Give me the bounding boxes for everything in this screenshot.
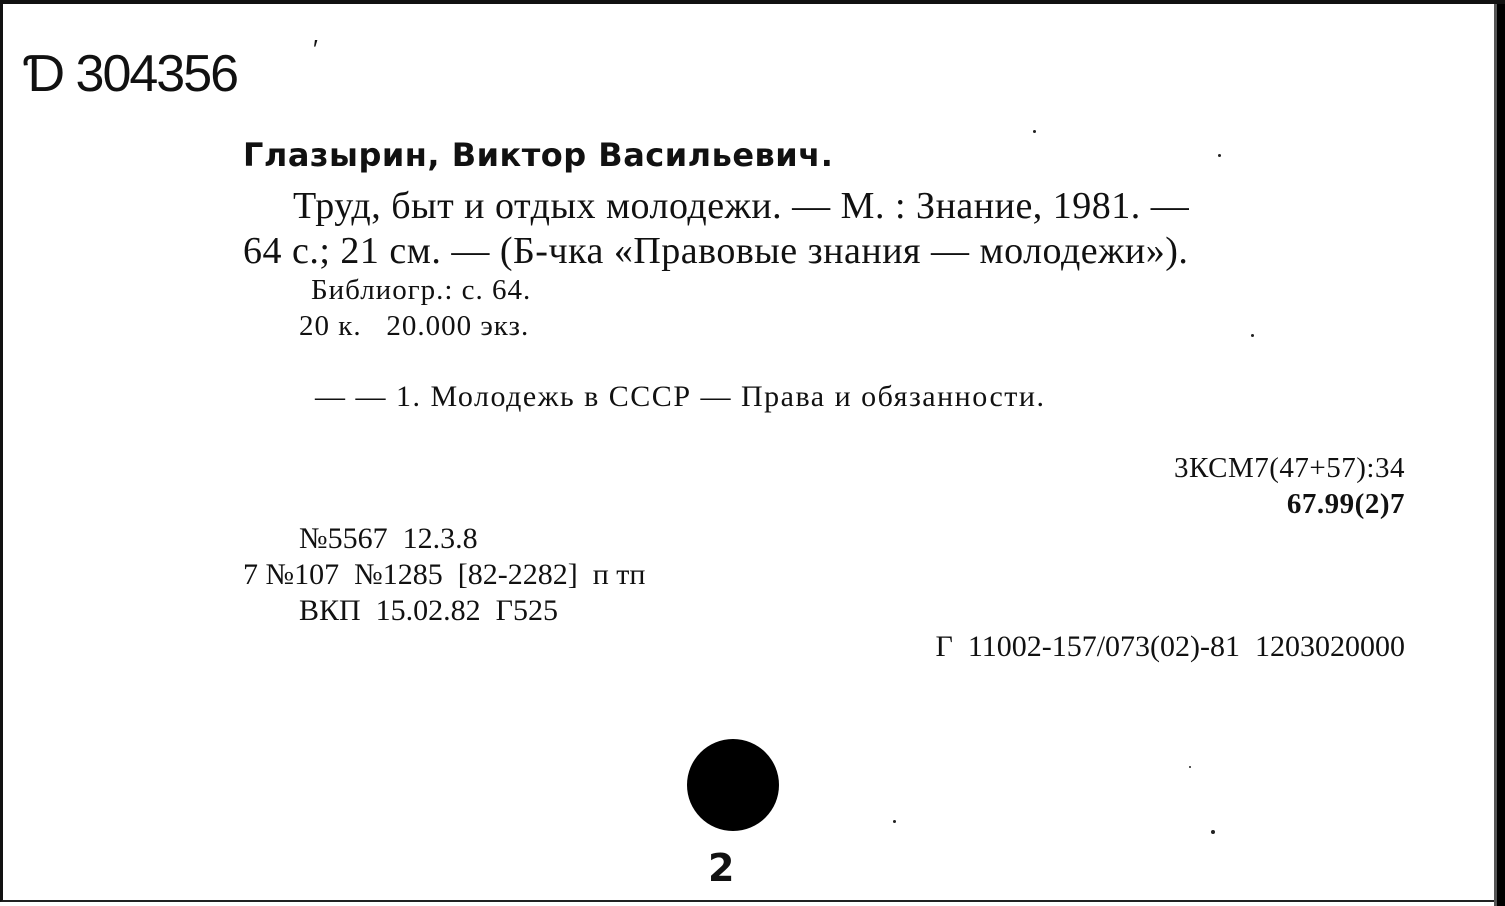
- subject-heading: — — 1. Молодежь в СССР — Права и обязанности.: [315, 380, 1046, 413]
- tech-line-1: №5567 12.3.8: [299, 522, 478, 555]
- speck: [1033, 130, 1036, 133]
- handwritten-number: 2: [708, 846, 735, 890]
- title-line-1: Труд, быт и отдых молодежи. — М. : Знание, 1981. —: [293, 185, 1190, 227]
- speck: [1251, 334, 1254, 337]
- author-heading: Глазырин, Виктор Васильевич.: [243, 136, 834, 174]
- classification-code: 3КСМ7(47+57):34: [1174, 452, 1405, 484]
- speck: [1189, 766, 1191, 768]
- bibliography-note: Библиогр.: с. 64.: [311, 274, 532, 306]
- price-print-run: 20 к. 20.000 экз.: [299, 310, 530, 342]
- speck: [1211, 830, 1215, 834]
- card-edge-shadow: [1497, 4, 1505, 906]
- tech-line-2: 7 №107 №1285 [82-2282] п тп: [243, 558, 646, 591]
- punch-hole: [687, 739, 779, 831]
- bbk-index: 67.99(2)7: [1286, 488, 1405, 520]
- title-line-2: 64 с.; 21 см. — (Б-чка «Правовые знания — молодежи»).: [243, 230, 1189, 272]
- tech-line-3: ВКП 15.02.82 Г525: [299, 594, 559, 627]
- handwritten-mark: ′: [313, 34, 318, 64]
- publication-code: Г 11002-157/073(02)-81 1203020000: [935, 630, 1405, 663]
- call-number: Ɗ 304356: [23, 45, 238, 103]
- speck: [1218, 154, 1221, 157]
- card-edge-line: [1494, 4, 1497, 906]
- speck: [893, 820, 896, 823]
